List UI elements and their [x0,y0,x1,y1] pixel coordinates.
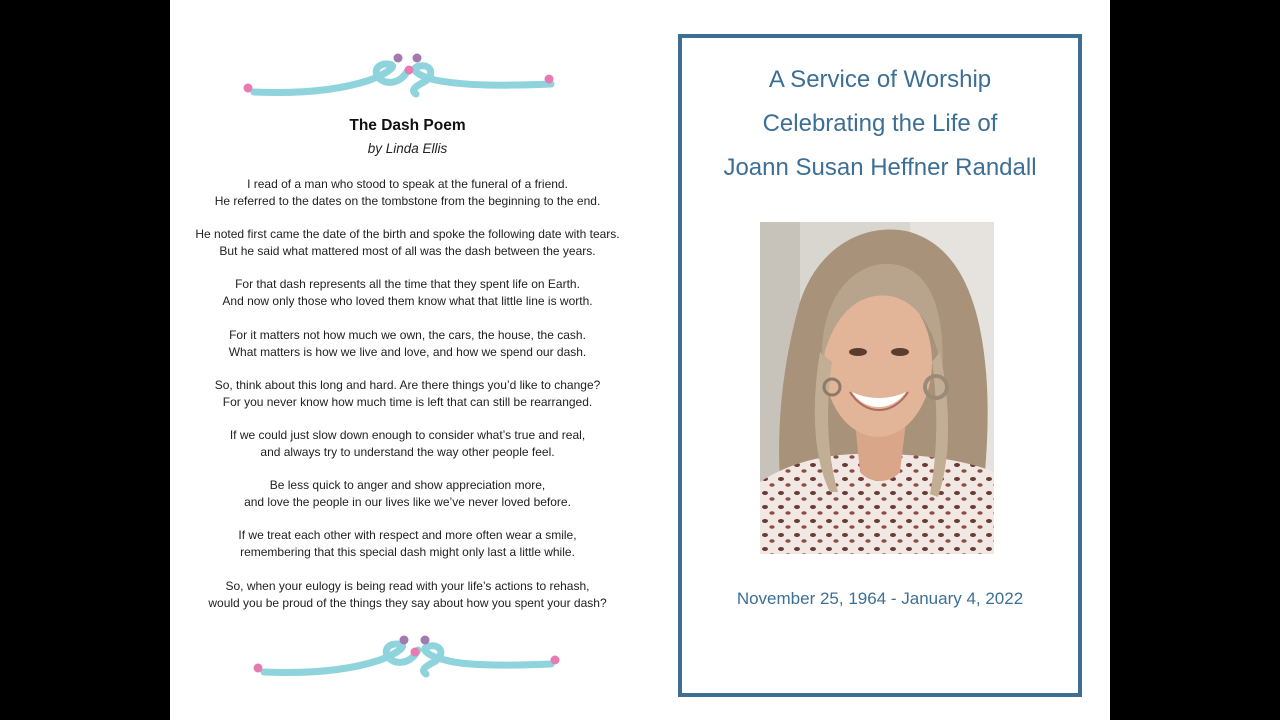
flourish-ornament-top [240,50,565,110]
poem-line: For it matters not how much we own, the cars, the house, the cash. [229,327,586,342]
poem-author: by Linda Ellis [367,141,448,156]
poem-line: What matters is how we live and love, and how we spend our dash. [228,344,587,359]
poem-line: I read of a man who stood to speak at the funeral of a friend. [247,177,568,191]
cover-title-line-2: Celebrating the Life of [762,110,998,137]
poem-body [170,176,645,628]
poem-line: And now only those who loved them know what that little line is worth. [222,294,593,309]
poem-stanza [170,477,645,527]
poem-stanza [170,176,645,226]
poem-stanza [170,527,645,577]
poem-line: If we treat each other with respect and more often wear a smile, [238,528,577,543]
poem-stanza [170,226,645,276]
poem-line: He referred to the dates on the tombstone from the beginning to the end. [214,194,601,208]
poem-stanza [170,276,645,326]
poem-line: remembering that this special dash might only last a little while. [240,545,575,560]
poem-line: and always try to understand the way other people feel. [260,444,555,459]
poem-title: The Dash Poem [349,117,466,134]
poem-line: If we could just slow down enough to consider what’s true and real, [229,427,586,442]
poem-line: For you never know how much time is left that can still be rearranged. [222,394,593,409]
poem-line: He noted first came the date of the birth and spoke the following date with tears. [195,227,620,242]
poem-page [170,0,645,720]
poem-line: For that dash represents all the time that they spent life on Earth. [235,277,580,292]
flourish-ornament-bottom [250,630,575,690]
poem-line: would you be proud of the things they say about how you spent your dash? [208,595,607,610]
cover-title-line-3: Joann Susan Heffner Randall [723,154,1037,181]
poem-stanza [170,377,645,427]
cover-page [678,34,1082,697]
poem-stanza [170,578,645,628]
poem-line: So, when your eulogy is being read with your life’s actions to rehash, [225,578,590,593]
life-dates: November 25, 1964 - January 4, 2022 [736,589,1024,608]
poem-stanza [170,427,645,477]
poem-line: Be less quick to anger and show appreciation more, [269,478,546,493]
poem-line: So, think about this long and hard. Are there things you’d like to change? [214,377,601,392]
poem-stanza [170,327,645,377]
program-sheet [170,0,1110,720]
cover-title-line-1: A Service of Worship [768,66,992,93]
poem-line: and love the people in our lives like we’ve never loved before. [244,495,571,510]
memorial-portrait [760,222,994,554]
poem-line: But he said what mattered most of all was the dash between the years. [219,244,596,259]
